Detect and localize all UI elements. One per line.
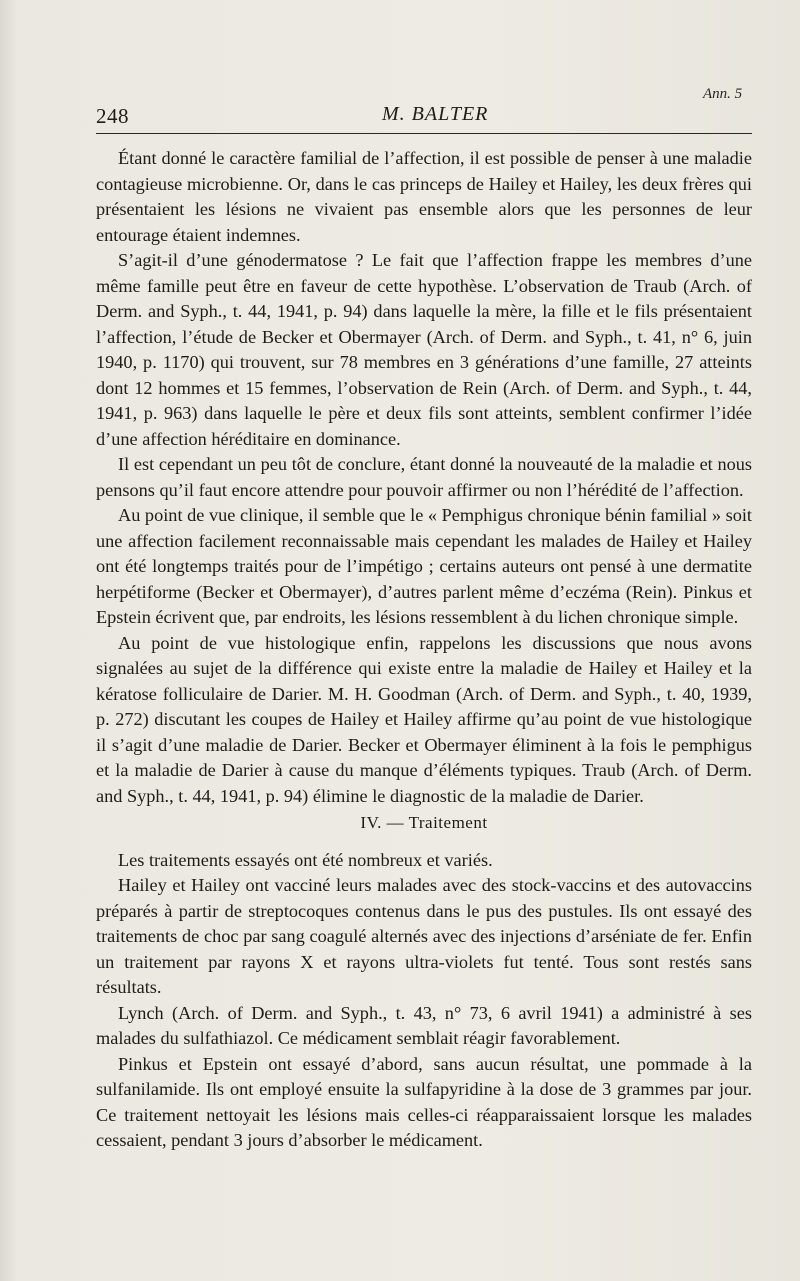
section-heading: IV. — Traitement — [360, 813, 488, 832]
body-text — [96, 146, 752, 1154]
paragraph: Au point de vue clinique, il semble que le « Pemphigus chronique bénin familial » soit une affection facilement reconnaissable mais cependant les malades de Hailey et Hailey ont été longtemps traités pour de l’impétigo ; certains auteurs ont pensé à une dermatite herpétiforme (Becker et Obermayer), d’autres parlent même d’eczéma (Rein). Pinkus et Epstein écrivent que, par endroits, les lésions ressemblent à du lichen chronique simple. — [96, 505, 752, 627]
running-head: M. BALTER — [382, 103, 489, 125]
paragraph: S’agit-il d’une génodermatose ? Le fait que l’affection frappe les membres d’une même famille peut être en faveur de cette hypothèse. L’observation de Traub (Arch. of Derm. and Syph., t. 44, 1941, p. 94) dans laquelle la mère, la fille et le fils présentaient l’affection, l’étude de Becker et Obermayer (Arch. of Derm. and Syph., t. 41, n° 6, juin 1940, p. 1170) qui trouvent, sur 78 membres en 3 générations d’une famille, 27 atteints dont 12 hommes et 15 femmes, l’observation de Rein (Arch. of Derm. and Syph., t. 44, 1941, p. 963) dans laquelle le père et deux fils sont atteints, semblent confirmer l’idée d’une affection héréditaire en dominance. — [96, 250, 752, 449]
page-number: 248 — [96, 104, 129, 128]
paragraph: Lynch (Arch. of Derm. and Syph., t. 43, n° 73, 6 avril 1941) a administré à ses malades du sulfathiazol. Ce médicament semblait réagir favorablement. — [96, 1002, 752, 1048]
paragraph: Les traitements essayés ont été nombreux et variés. — [118, 849, 493, 870]
paragraph: Étant donné le caractère familial de l’affection, il est possible de penser à une maladie contagieuse microbienne. Or, dans le cas princeps de Hailey et Hailey, les deux frères qui présentaient les lésions ne vivaient pas ensemble alors que les personnes de leur entourage étaient indemnes. — [96, 148, 752, 245]
paragraph: Au point de vue histologique enfin, rappelons les discussions que nous avons signalées au sujet de la différence qui existe entre la maladie de Hailey et Hailey et la kératose folliculaire de Darier. M. H. Goodman (Arch. of Derm. and Syph., t. 40, 1939, p. 272) discutant les coupes de Hailey et Hailey affirme qu’au point de vue histologique il s’agit d’une maladie de Darier. Becker et Obermayer éliminent à la fois le pemphigus et la maladie de Darier à cause du manque d’éléments typiques. Traub (Arch. of Derm. and Syph., t. 44, 1941, p. 94) élimine le diagnostic de la maladie de Darier. — [96, 632, 752, 806]
handwritten-annotation: Ann. 5 — [703, 86, 743, 102]
paragraph: Il est cependant un peu tôt de conclure, étant donné la nouveauté de la maladie et nous pensons qu’il faut encore attendre pour pouvoir affirmer ou non l’hérédité de l’affection. — [96, 454, 752, 500]
header-rule — [96, 133, 752, 134]
page-header — [0, 0, 800, 140]
paragraph: Hailey et Hailey ont vacciné leurs malades avec des stock-vaccins et des autovaccins préparés à partir de streptocoques contenus dans le pus des pustules. Ils ont essayé des traitements de choc par sang coagulé alternés avec des injections d’arséniate de fer. Enfin un traitement par rayons X et rayons ultra-violets fut tenté. Tous sont restés sans résultats. — [96, 875, 752, 997]
paragraph: Pinkus et Epstein ont essayé d’abord, sans aucun résultat, une pommade à la sulfanilamide. Ils ont employé ensuite la sulfapyridine à la dose de 3 grammes par jour. Ce traitement nettoyait les lésions mais celles-ci réapparaissaient lorsque les malades cessaient, pendant 3 jours d’absorber le médicament. — [96, 1053, 752, 1150]
